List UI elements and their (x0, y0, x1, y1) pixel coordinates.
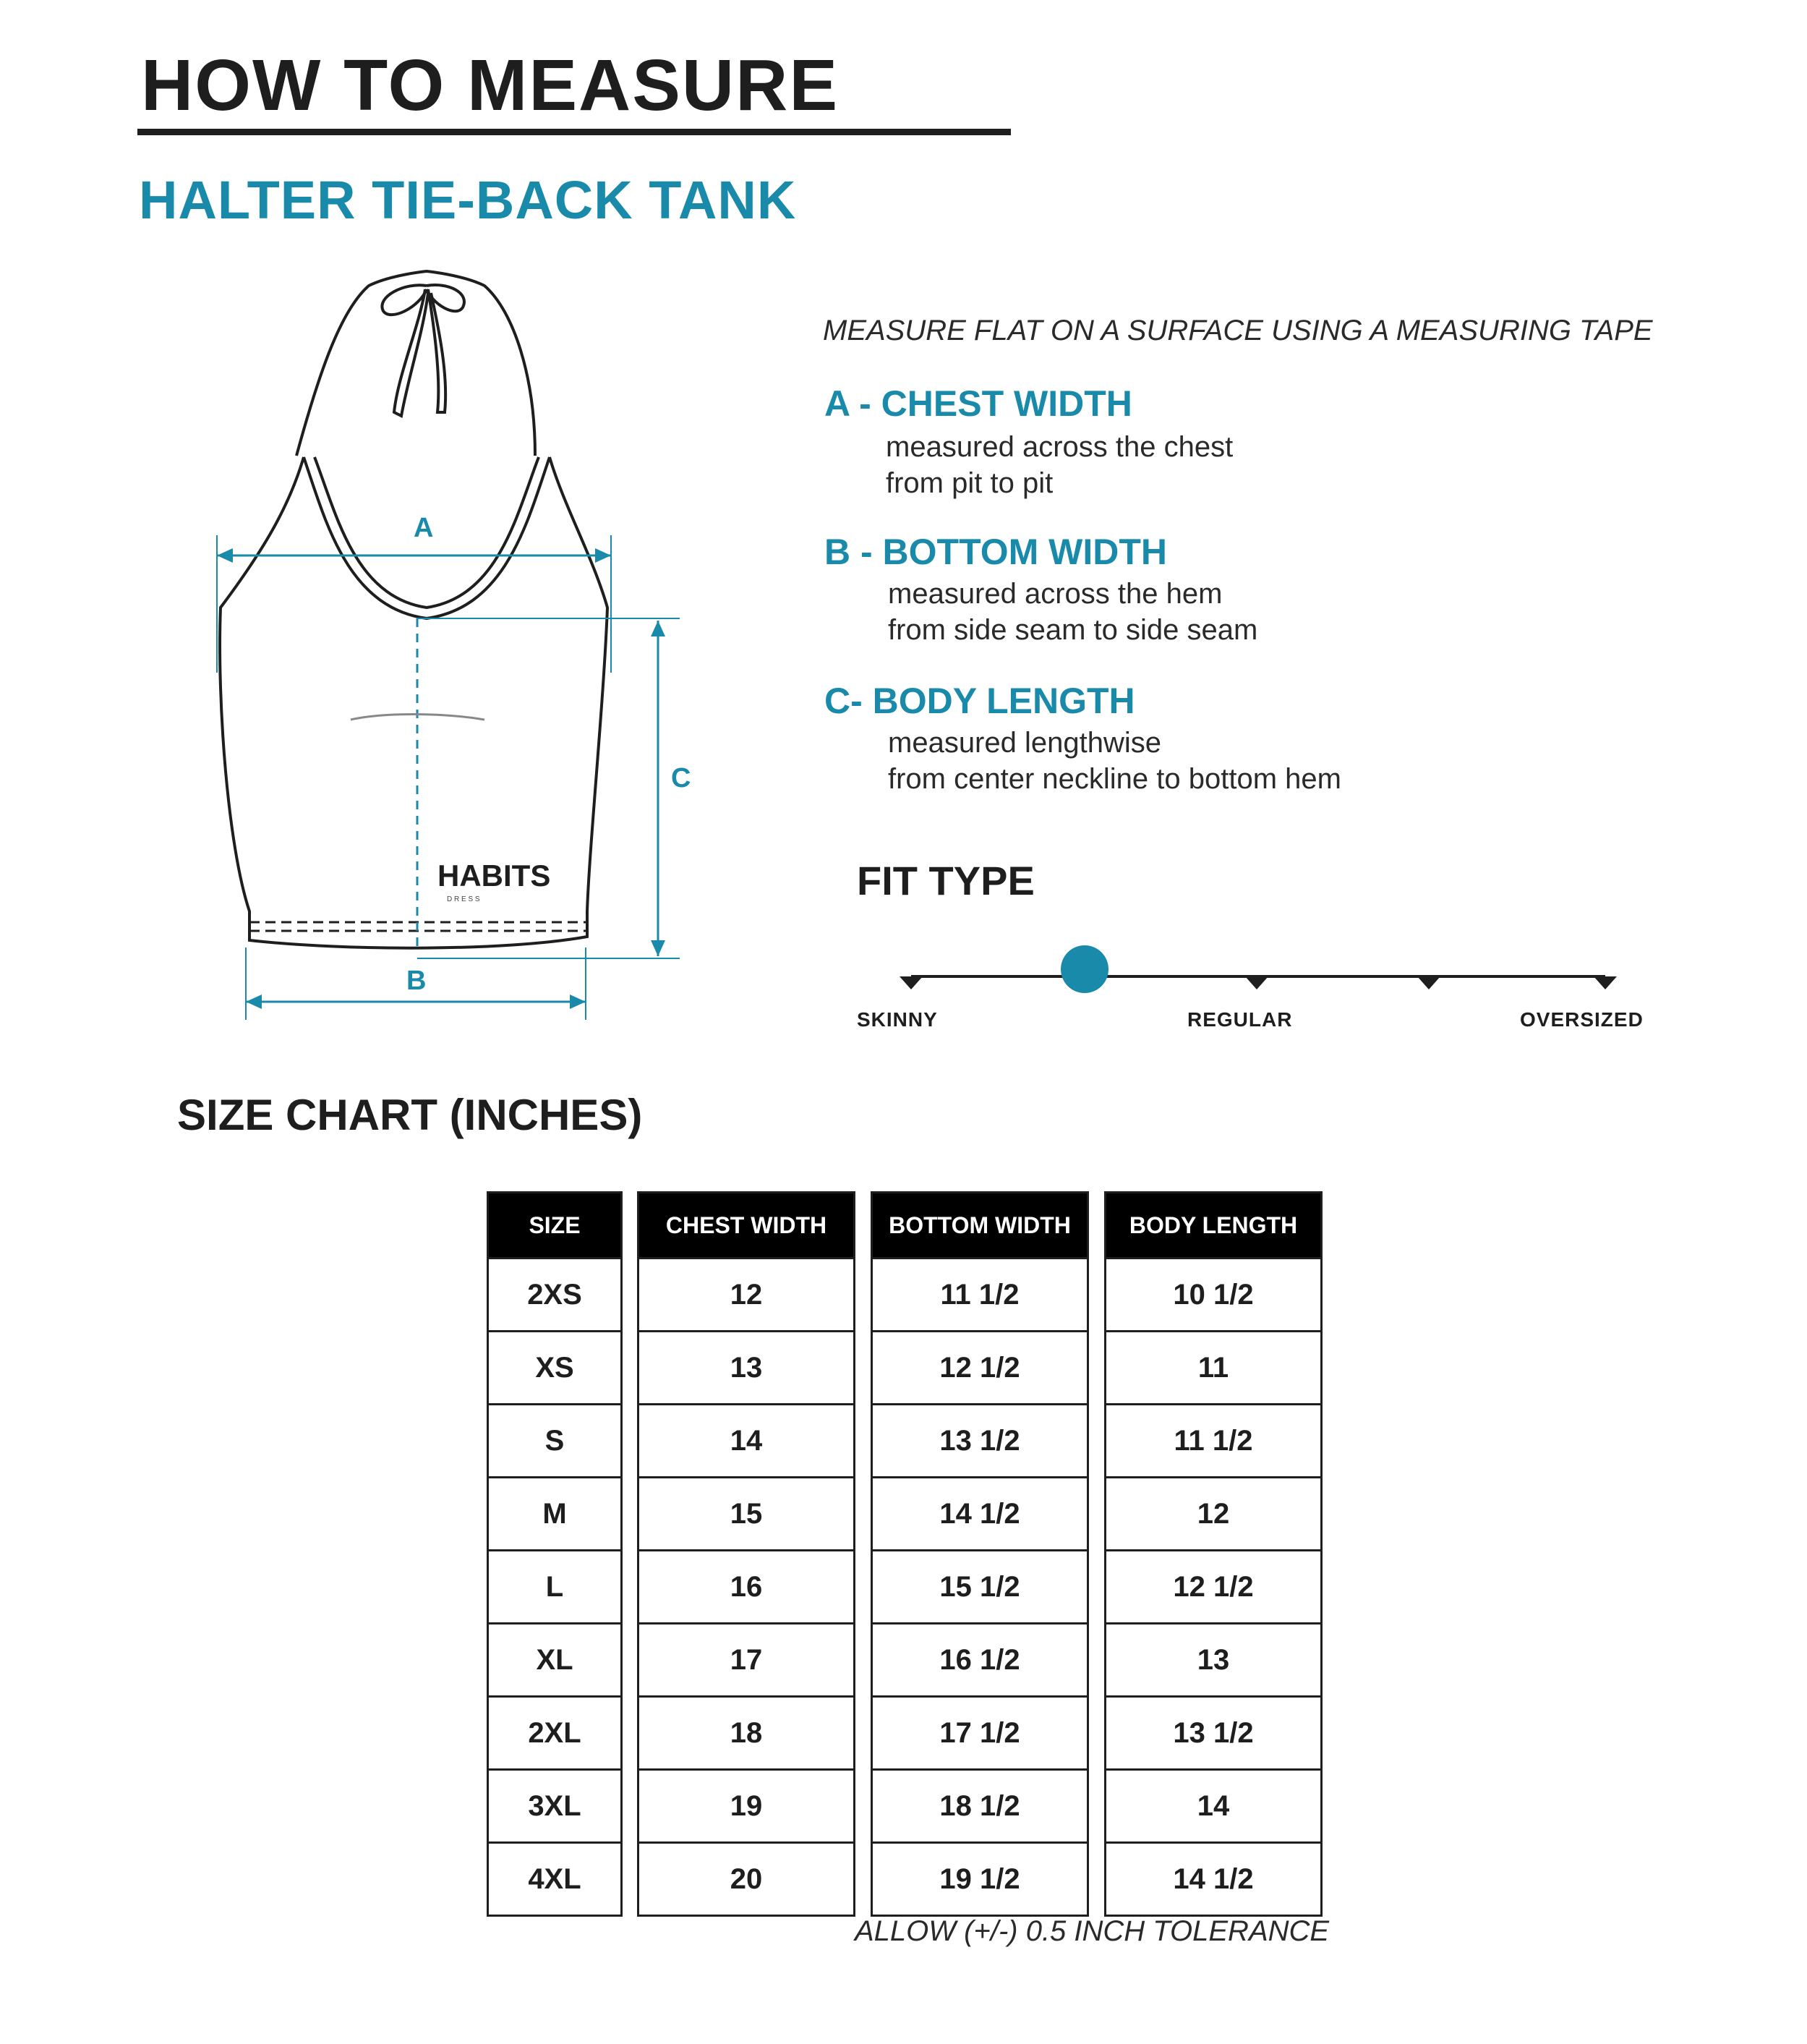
bottom-cell: 15 1/2 (873, 1549, 1087, 1622)
size-cell: XS (489, 1330, 620, 1403)
length-cell: 13 (1106, 1622, 1320, 1695)
measure-c-heading: C- BODY LENGTH (824, 681, 1135, 721)
size-cell: M (489, 1476, 620, 1549)
size-cell: S (489, 1403, 620, 1476)
label-c: C (671, 763, 691, 793)
bottom-cell: 11 1/2 (873, 1257, 1087, 1330)
length-cell: 13 1/2 (1106, 1695, 1320, 1768)
size-chart-title: SIZE CHART (INCHES) (177, 1091, 643, 1139)
label-b: B (406, 966, 427, 996)
title-underline (137, 129, 1011, 135)
size-cell: 2XS (489, 1257, 620, 1330)
bottom-cell: 14 1/2 (873, 1476, 1087, 1549)
chest-cell: 13 (639, 1330, 853, 1403)
header-bottom-width: BOTTOM WIDTH (873, 1193, 1087, 1257)
size-cell: 3XL (489, 1768, 620, 1841)
tie-bow-icon (382, 285, 464, 416)
length-cell: 10 1/2 (1106, 1257, 1320, 1330)
fit-label-regular: REGULAR (1187, 1008, 1293, 1031)
chest-cell: 19 (639, 1768, 853, 1841)
fit-type-scale (889, 940, 1627, 998)
chest-cell: 16 (639, 1549, 853, 1622)
chest-cell: 17 (639, 1622, 853, 1695)
bottom-width-column (871, 1191, 1089, 1917)
chest-cell: 20 (639, 1841, 853, 1915)
length-cell: 12 (1106, 1476, 1320, 1549)
chest-cell: 12 (639, 1257, 853, 1330)
size-cell: L (489, 1549, 620, 1622)
chest-cell: 15 (639, 1476, 853, 1549)
measure-b-heading: B - BOTTOM WIDTH (824, 532, 1167, 572)
brand-subtitle: D R E S S (447, 895, 480, 903)
measuring-instructions: MEASURE FLAT ON A SURFACE USING A MEASURING TAPE (823, 315, 1653, 346)
size-cell: 2XL (489, 1695, 620, 1768)
length-cell: 11 (1106, 1330, 1320, 1403)
chest-cell: 14 (639, 1403, 853, 1476)
bottom-cell: 19 1/2 (873, 1841, 1087, 1915)
bottom-cell: 13 1/2 (873, 1403, 1087, 1476)
size-column (487, 1191, 623, 1917)
length-cell: 11 1/2 (1106, 1403, 1320, 1476)
product-name: HALTER TIE-BACK TANK (139, 170, 797, 230)
size-cell: 4XL (489, 1841, 620, 1915)
bottom-cell: 12 1/2 (873, 1330, 1087, 1403)
bottom-cell: 18 1/2 (873, 1768, 1087, 1841)
fit-tick-5 (1594, 976, 1617, 989)
fit-type-title: FIT TYPE (857, 858, 1035, 903)
measure-b-desc: measured across the hem from side seam to side seam (888, 578, 1258, 646)
length-cell: 12 1/2 (1106, 1549, 1320, 1622)
bottom-cell: 17 1/2 (873, 1695, 1087, 1768)
size-cell: XL (489, 1622, 620, 1695)
length-cell: 14 1/2 (1106, 1841, 1320, 1915)
fit-tick-4 (1417, 976, 1440, 989)
measure-c-desc: measured lengthwise from center neckline to bottom hem (888, 727, 1341, 795)
fit-selected-marker (1061, 945, 1108, 993)
header-chest-width: CHEST WIDTH (639, 1193, 853, 1257)
body-length-column (1104, 1191, 1323, 1917)
fit-tick-1 (900, 976, 923, 989)
tolerance-note: ALLOW (+/-) 0.5 INCH TOLERANCE (855, 1915, 1330, 1947)
bottom-cell: 16 1/2 (873, 1622, 1087, 1695)
measure-a-desc: measured across the chest from pit to pit (886, 431, 1234, 499)
halter-strap-outline (296, 271, 535, 456)
page-title: HOW TO MEASURE (141, 45, 840, 126)
header-body-length: BODY LENGTH (1106, 1193, 1320, 1257)
measure-a-heading: A - CHEST WIDTH (824, 383, 1132, 424)
label-a: A (414, 513, 434, 543)
chest-width-column (637, 1191, 855, 1917)
chest-cell: 18 (639, 1695, 853, 1768)
fit-label-oversized: OVERSIZED (1520, 1008, 1644, 1031)
header-size: SIZE (489, 1193, 620, 1257)
fit-label-skinny: SKINNY (857, 1008, 938, 1031)
brand-logo: HABITS (437, 859, 551, 893)
fit-tick-3 (1245, 976, 1268, 989)
garment-diagram (202, 268, 723, 1042)
length-cell: 14 (1106, 1768, 1320, 1841)
